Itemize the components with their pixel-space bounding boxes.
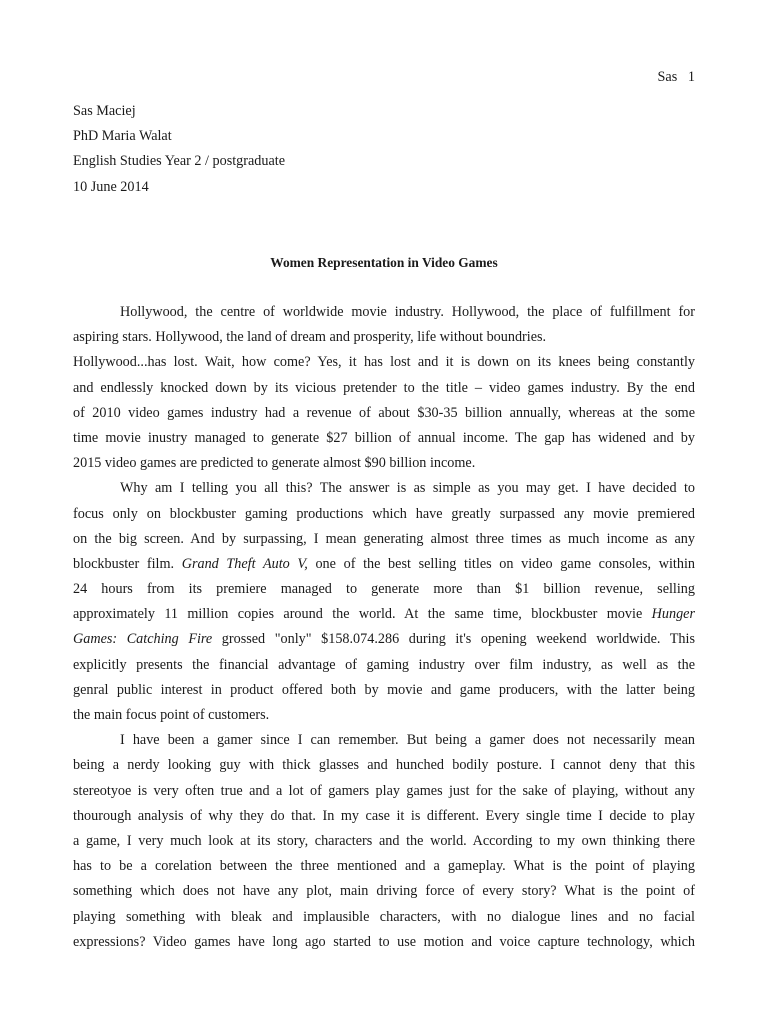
course-name: English Studies Year 2 / postgraduate <box>73 153 286 170</box>
game-title-gta: Grand Theft Auto V, <box>181 555 308 572</box>
movie-title-part-2: Games: Catching Fire <box>73 631 213 648</box>
body-line: a game, I very much look at its story, characters and the world. According to my own thinking there <box>73 832 695 849</box>
essay-body <box>73 300 695 955</box>
essay-date: 10 June 2014 <box>73 178 149 195</box>
essay-title: Women Representation in Video Games <box>270 255 498 270</box>
body-text-run: one of the best selling titles on video game consoles, within <box>307 555 695 572</box>
body-line: being a nerdy looking guy with thick glasses and hunched bodily posture. I cannot deny that this <box>73 757 695 774</box>
page-number: 1 <box>687 69 695 85</box>
body-line: and endlessly knocked down by its vicious pretender to the title – video games industry. By the end <box>73 379 695 396</box>
body-line: the main focus point of customers. <box>73 707 270 723</box>
body-text-run: approximately 11 million copies around the world. At the same time, blockbuster movie <box>73 606 652 623</box>
body-line: has to be a corelation between the three mentioned and a gameplay. What is the point of playing <box>73 858 695 875</box>
body-line: genral public interest in product offered both by movie and game producers, with the latter being <box>73 681 695 698</box>
author-header-block <box>73 99 285 200</box>
body-line: 24 hours from its premiere managed to generate more than $1 billion revenue, selling <box>73 581 695 598</box>
body-line: of 2010 video games industry had a revenue of about $30-35 billion annually, whereas at the some <box>73 404 695 421</box>
body-text-run: blockbuster film. <box>73 555 182 572</box>
body-line <box>73 552 695 577</box>
body-line: something which does not have any plot, main driving force of every story? What is the point of <box>73 883 695 900</box>
header-surname: Sas <box>657 69 678 85</box>
body-line: 2015 video games are predicted to generate almost $90 billion income. <box>73 455 476 472</box>
movie-title-part-1: Hunger <box>651 606 695 623</box>
body-line <box>73 627 695 652</box>
running-header <box>658 67 695 87</box>
body-line: on the big screen. And by surpassing, I mean generating almost three times as much income as any <box>73 530 695 547</box>
body-line: stereotyoe is very often true and a lot of gamers play games just for the sake of playing, without any <box>73 782 695 799</box>
student-name: Sas Maciej <box>73 103 136 119</box>
body-line: aspiring stars. Hollywood, the land of dream and prosperity, life without boundries. <box>73 329 547 346</box>
body-line: explicitly presents the financial advantage of gaming industry over film industry, as well as the <box>73 656 695 673</box>
body-text-run: grossed "only" $158.074.286 during it's opening weekend worldwide. This <box>212 631 695 648</box>
body-line: Why am I telling you all this? The answer is as simple as you may get. I have decided to <box>120 480 695 497</box>
body-line <box>73 602 695 627</box>
body-line: Hollywood...has lost. Wait, how come? Yes, it has lost and it is down on its knees being constantly <box>73 354 695 371</box>
body-line: Hollywood, the centre of worldwide movie industry. Hollywood, the place of fulfillment for <box>120 304 695 320</box>
body-line: playing something with bleak and implausible characters, with no dialogue lines and no facial <box>73 908 695 925</box>
body-line: focus only on blockbuster gaming productions which have greatly surpassed any movie premiered <box>73 505 695 522</box>
body-line: thourough analysis of why they do that. In my case it is different. Every single time I decide to play <box>73 807 695 824</box>
body-line: time movie inustry managed to generate $27 billion of annual income. The gap has widened and by <box>73 429 695 446</box>
instructor-name: PhD Maria Walat <box>73 128 172 145</box>
body-line: expressions? Video games have long ago started to use motion and voice capture technology, which <box>73 933 695 950</box>
body-line: I have been a gamer since I can remember. But being a gamer does not necessarily mean <box>120 732 695 749</box>
